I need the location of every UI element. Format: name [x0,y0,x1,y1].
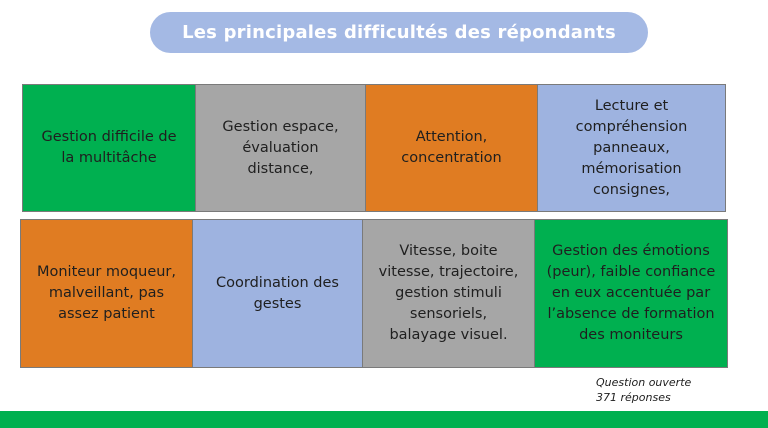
question-type: Question ouverte [596,376,692,389]
difficulty-text: Vitesse, boite vitesse, trajectoire, gestion stimuli sensoriels, balayage visuel. [378,243,519,343]
difficulty-cell [193,220,363,367]
difficulty-cell [21,220,193,367]
difficulty-cell [363,220,535,367]
page-title: Les principales difficultés des répondants [182,22,616,43]
difficulties-row-1 [22,84,726,212]
difficulty-text: Gestion des émotions (peur), faible confiance en eux accentuée par l’absence de formation des moniteurs [546,243,716,343]
difficulty-text: Coordination des gestes [216,274,339,312]
difficulty-text: Lecture et compréhension panneaux, mémorisation consignes, [575,97,688,198]
difficulty-cell [196,85,366,211]
title-banner [150,12,648,53]
response-count: 371 réponses [596,391,671,404]
difficulty-cell [535,220,727,367]
difficulty-text: Gestion difficile de la multitâche [41,129,177,166]
footer-bar [0,411,768,428]
difficulty-text: Moniteur moqueur, malveillant, pas assez patient [36,264,177,322]
difficulty-cell [23,85,196,211]
survey-note [596,375,691,405]
difficulty-cell [366,85,538,211]
difficulty-cell [538,85,725,211]
difficulties-row-2 [20,219,728,368]
difficulty-text: Attention, concentration [401,129,502,166]
difficulty-text: Gestion espace, évaluation distance, [222,118,339,177]
